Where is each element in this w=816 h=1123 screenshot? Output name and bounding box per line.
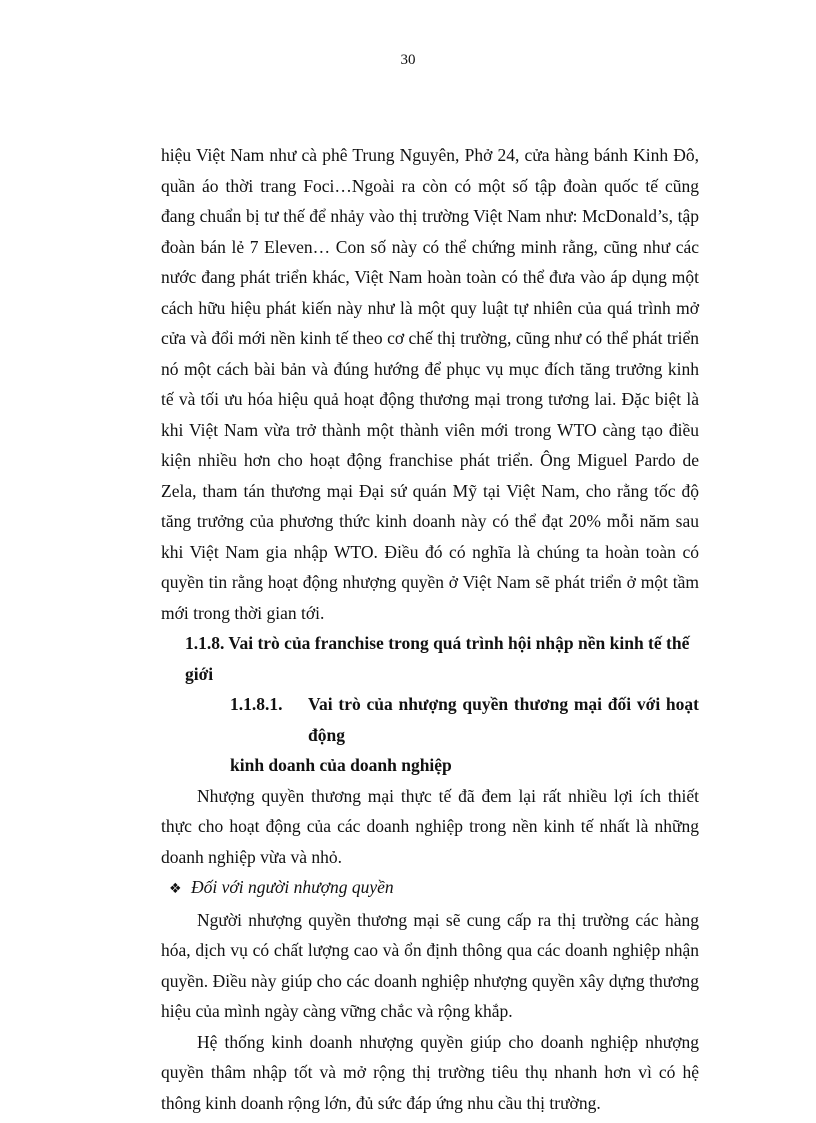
heading-1-1-8: 1.1.8. Vai trò của franchise trong quá trình hội nhập nền kinh tế thế giới: [185, 633, 690, 684]
paragraph-benefits: Nhượng quyền thương mại thực tế đã đem lại rất nhiều lợi ích thiết thực cho hoạt động của các doanh nghiệp trong nền kinh tế nhất là những doanh nghiệp vừa và nhỏ.: [161, 785, 699, 867]
page-number: 30: [400, 52, 416, 68]
heading-number: 1.1.8.1.: [230, 694, 283, 714]
heading-line-2: kinh doanh của doanh nghiệp: [230, 755, 452, 775]
heading-line-1: Vai trò của nhượng quyền thương mại đối với hoạt động: [308, 694, 699, 745]
paragraph-intro: hiệu Việt Nam như cà phê Trung Nguyên, Phở 24, cửa hàng bánh Kinh Đô, quần áo thời trang Foci…Ngoài ra còn có một số tập đoàn quốc tế cũng đang chuẩn bị tư thế để nhảy vào thị trường Việt Nam như: McDonald’s, tập đoàn bán lẻ 7 Eleven… Con số này có thể chứng minh rằng, cũng như các nước đang phát triển khác, Việt Nam hoàn toàn có thể đưa vào áp dụng một cách hữu hiệu phát kiến này như là một quy luật tự nhiên của quá trình mở cửa và đổi mới nền kinh tế theo cơ chế thị trường, cũng như có thể phát triển nó một cách bài bản và đúng hướng để phục vụ mục đích tăng trưởng kinh tế và tối ưu hóa hiệu quả hoạt động thương mại trong tương lai. Đặc biệt là khi Việt Nam vừa trở thành một thành viên mới trong WTO càng tạo điều kiện nhiều hơn cho hoạt động franchise phát triển. Ông Miguel Pardo de Zela, tham tán thương mại Đại sứ quán Mỹ tại Việt Nam, cho rằng tốc độ tăng trưởng của phương thức kinh doanh này có thể đạt 20% mỗi năm sau khi Việt Nam gia nhập WTO. Điều đó có nghĩa là chúng ta hoàn toàn có quyền tin rằng hoạt động nhượng quyền ở Việt Nam sẽ phát triển ở một tầm mới trong thời gian tới.: [161, 145, 699, 623]
heading-1-1-8-1: [161, 689, 699, 781]
bullet-text: Đối với người nhượng quyền: [191, 877, 394, 897]
document-body: [161, 140, 699, 1118]
diamond-bullet-icon: ❖: [169, 881, 182, 897]
paragraph-system: Hệ thống kinh doanh nhượng quyền giúp cho doanh nghiệp nhượng quyền thâm nhập tốt và mở rộng thị trường tiêu thụ nhanh hơn vì có hệ thông kinh doanh rộng lớn, đủ sức đáp ứng nhu cầu thị trường.: [161, 1031, 699, 1113]
paragraph-franchisor: Người nhượng quyền thương mại sẽ cung cấp ra thị trường các hàng hóa, dịch vụ có chất lượng cao và ổn định thông qua các doanh nghiệp nhận quyền. Điều này giúp cho các doanh nghiệp nhượng quyền xây dựng thương hiệu của mình ngày càng vững chắc và rộng khắp.: [161, 909, 699, 1021]
bullet-item: [161, 872, 699, 905]
